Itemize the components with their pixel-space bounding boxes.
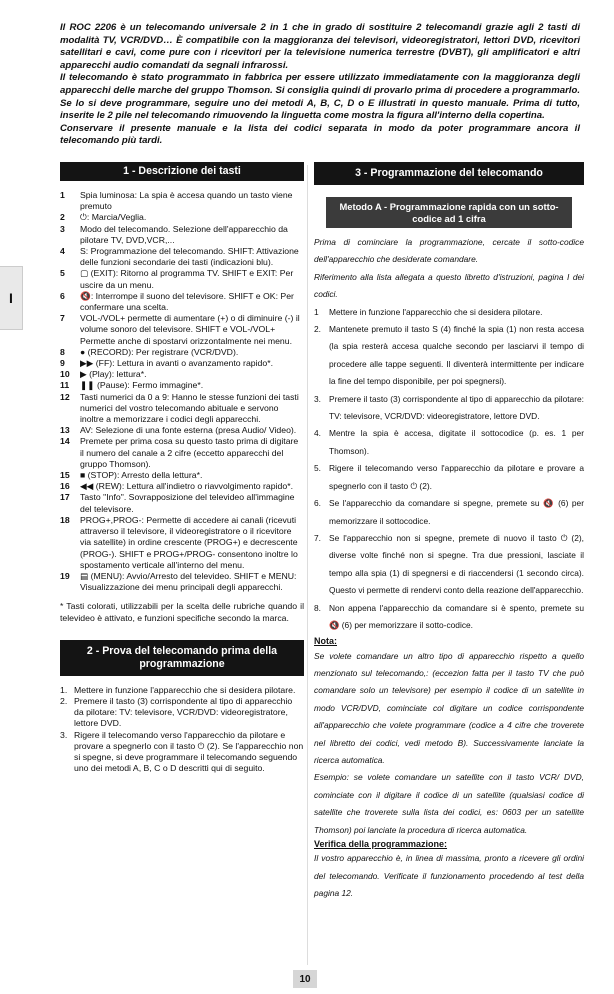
item-number: 17 xyxy=(60,492,70,503)
list-item xyxy=(60,571,304,593)
list-item xyxy=(60,492,304,514)
item-text: Non appena l'apparecchio da comandare si è spento, premete su 🔇 (6) per memorizzare il sotto-codice. xyxy=(329,602,584,630)
item-text: Mentre la spia è accesa, digitate il sottocodice (p. es. 1 per Thomson). xyxy=(329,428,584,456)
item-text: ▢ (EXIT): Ritorno al programma TV. SHIFT e EXIT: Per uscire da un menu. xyxy=(80,268,294,290)
intro-text xyxy=(60,22,580,148)
list-item xyxy=(314,495,584,530)
item-text: Rigere il telecomando verso l'apparecchio da pilotare e provare a spegnerlo con il tasto ⏻ (2). Se l'apparecchio non si spegne, si deve programmare il telecomando seguendo uno dei metodi A, B, C o D descritti qui di seguito. xyxy=(74,729,304,774)
list-item xyxy=(60,212,304,223)
item-number: 9 xyxy=(60,358,65,369)
item-text: Rigere il telecomando verso l'apparecchio da pilotare e provare a spegnerlo con il tasto ⏻ (2). xyxy=(329,463,584,491)
method-a-intro-1: Prima di cominciare la programmazione, cercate il sotto-codice dell'apparecchio che desiderate comandare. xyxy=(314,237,584,265)
item-text: Premere il tasto (3) corrispondente al tipo di apparecchio da pilotare: TV: televisore, VCR/DVD: videoregistratore, lettore DVD. xyxy=(329,393,584,422)
item-text: ▤ (MENU): Avvio/Arresto del televideo. SHIFT e MENU: Visualizzazione dei menu principali degli apparecchi. xyxy=(80,570,297,593)
left-column xyxy=(60,162,304,774)
item-number: 18 xyxy=(60,514,70,525)
item-text: AV: Selezione di una fonte esterna (presa Audio/ Video). xyxy=(80,425,297,436)
list-item xyxy=(60,436,304,470)
item-text: ■ (STOP): Arresto della lettura*. xyxy=(80,470,203,481)
item-number: 14 xyxy=(60,436,70,447)
right-column xyxy=(314,162,584,902)
list-item xyxy=(60,515,304,571)
item-number: 1 xyxy=(60,190,65,200)
item-text: PROG+,PROG-: Permette di accedere ai canali (ricevuti attraverso il televisore, il videoregistratore o il ricevitore via satellite) in ordine crescente (PROG+) e decrescente (PROG-). SHIFT e PROG+/PROG- consentono inoltre lo spostamento verticale all'interno del menu. xyxy=(80,514,298,570)
item-text: Modo del telecomando. Selezione dell'apparecchio da pilotare TV, DVD,VCR,... xyxy=(80,223,288,245)
item-number: 19 xyxy=(60,570,70,581)
item-number: 6. xyxy=(314,498,321,509)
item-text: ● (RECORD): Per registrare (VCR/DVD). xyxy=(80,346,239,357)
item-text: Mettere in funzione l'apparecchio che si desidera pilotare. xyxy=(74,684,296,695)
item-text: ▶ (Play): lettura*. xyxy=(80,369,147,380)
list-item xyxy=(60,470,304,481)
note-paragraph-2: Esempio: se volete comandare un satellite con il tasto VCR/ DVD, cominciate con il digitare il codice di un satellite (qualsiasi codice di satellite che troverete sulla lista dei codici, es: 0603 per un satellite Thomson) poi lanciate la procedura di ricerca automatica. xyxy=(314,772,584,835)
section3-title: 3 - Programmazione del telecomando xyxy=(314,162,584,185)
item-number: 2 xyxy=(60,212,65,223)
method-a-intro-2: Riferimento alla lista allegata a questo libretto d'istruzioni, pagina I dei codici. xyxy=(314,271,584,300)
list-item xyxy=(314,304,584,321)
list-item xyxy=(60,358,304,369)
item-number: 1. xyxy=(60,684,68,695)
note-heading: Nota: xyxy=(314,636,337,647)
intro-paragraph-3: Conservare il presente manuale e la lista dei codici separata in modo da poter programmare ancora il telecomando più tardi. xyxy=(60,122,580,147)
item-number: 5 xyxy=(60,268,65,279)
item-text: Premete per prima cosa su questo tasto prima di digitare il numero del canale a 2 cifre (eccetto apparecchi del gruppo Thomson). xyxy=(80,436,299,469)
item-text: 🔇: Interrompe il suono del televisore. SHIFT e OK: Per confermare una scelta. xyxy=(80,290,294,313)
list-item xyxy=(314,460,584,495)
item-number: 16 xyxy=(60,481,70,492)
item-text: VOL-/VOL+ permette di aumentare (+) o di diminuire (-) il volume sonoro del televisore. SHIFT e VOL-/VOL+ Permette anche di spostarvi orizzontalmente nei menu. xyxy=(80,313,300,346)
test-steps-list xyxy=(60,685,304,775)
item-number: 7 xyxy=(60,313,65,324)
language-side-tab: I xyxy=(0,266,23,330)
list-item xyxy=(314,391,584,426)
item-number: 11 xyxy=(60,380,70,391)
item-number: 8. xyxy=(314,602,321,613)
list-item xyxy=(314,530,584,600)
item-number: 3. xyxy=(314,393,321,404)
item-number: 12 xyxy=(60,391,70,402)
item-number: 3 xyxy=(60,223,65,234)
list-item xyxy=(60,313,304,347)
item-number: 6 xyxy=(60,290,65,301)
section2-title: 2 - Prova del telecomando prima della programmazione xyxy=(60,640,304,676)
item-number: 1 xyxy=(314,306,319,317)
item-number: 8 xyxy=(60,346,65,357)
method-a-title: Metodo A - Programmazione rapida con un sotto-codice ad 1 cifra xyxy=(326,197,572,228)
item-text: ❚❚ (Pause): Fermo immagine*. xyxy=(80,380,204,391)
list-item xyxy=(60,369,304,380)
list-item xyxy=(60,224,304,246)
page-number: 10 xyxy=(293,970,317,988)
item-number: 2. xyxy=(60,695,68,706)
section1-title: 1 - Descrizione dei tasti xyxy=(60,162,304,181)
item-number: 4 xyxy=(60,246,65,257)
item-text: Se l'apparecchio da comandare si spegne, premete su 🔇 (6) per memorizzare il sottocodice. xyxy=(329,498,584,526)
list-item xyxy=(60,291,304,313)
item-number: 7. xyxy=(314,532,321,543)
list-item xyxy=(60,246,304,268)
list-item xyxy=(60,481,304,492)
method-a-steps-list xyxy=(314,304,584,635)
verify-heading: Verifica della programmazione: xyxy=(314,839,448,850)
item-text: Premere il tasto (3) corrispondente al tipo di apparecchio da pilotare: TV: televisore, VCR/DVD: videoregistratore, lettore DVD. xyxy=(74,695,293,729)
key-description-list xyxy=(60,190,304,593)
item-text: Tasto "Info". Sovrapposizione del televideo all'immagine del televisore. xyxy=(80,492,295,514)
list-item xyxy=(60,696,304,730)
list-item xyxy=(60,730,304,775)
item-number: 15 xyxy=(60,470,70,481)
list-item xyxy=(60,190,304,212)
column-divider xyxy=(307,165,308,965)
item-text: ◀◀ (REW): Lettura all'indietro o riavvolgimento rapido*. xyxy=(80,481,293,492)
item-number: 2. xyxy=(314,324,321,335)
item-text: ▶▶ (FF): Lettura in avanti o avanzamento rapido*. xyxy=(80,358,273,369)
item-number: 13 xyxy=(60,425,70,436)
note-paragraph-1: Se volete comandare un altro tipo di apparecchio rispetto a quello menzionato sul telecomando,: (eccezion fatta per il tasto TV che può comandare solo un televisore) per esempio il codice di un satellite in modo VCR/DVD, cominciate col digitare un codice corrispondente all'apparecchio che volete programmare (codice a 4 cifre che troverete nel libretto dei codici, vedi metodo B). Successivamente lanciate la ricerca automatica. xyxy=(314,650,584,765)
item-text: S: Programmazione del telecomando. SHIFT: Attivazione delle funzioni secondarie dei tasti (indicazioni blu). xyxy=(80,246,299,268)
intro-paragraph-2: Il telecomando è stato programmato in fabbrica per essere utilizzato immediatamente con la maggioranza degli apparecchi delle marche del gruppo Thomson. Si consiglia quindi di provarlo prima di procedere a programmarlo. Se lo si deve programmare, seguire uno dei metodi A, B, C, D o E illustrati in questo manuale. Prima di tutto, inserite le 2 pile nel telecomando rimuovendo la linguetta come mostra la figura all'interno della copertina. xyxy=(60,72,580,122)
item-text: Se l'apparecchio non si spegne, premete di nuovo il tasto ⏻ (2), diverse volte finché non si spegne. Tra due pressioni, lasciate il tempo alla spia (1) di spegnersi e di riaccendersi (1 secondo circa). Questo vi permette di rendervi conto della reazione dell'apparecchio. xyxy=(329,532,584,596)
list-item xyxy=(314,425,584,460)
list-item xyxy=(60,268,304,290)
item-text: Mettere in funzione l'apparecchio che si desidera pilotare. xyxy=(329,306,543,317)
list-item xyxy=(60,347,304,358)
list-item xyxy=(60,380,304,391)
list-item xyxy=(60,685,304,696)
item-text: Mantenete premuto il tasto S (4) finché la spia (1) non resta accesa (la spia resterà accesa qualche secondo per lasciarvi il tempo di procedere alle tappe seguenti. Il diventerà intermittente per indicare la fine del tempo disponibile, per poi spegnersi). xyxy=(329,324,584,387)
item-number: 4. xyxy=(314,428,321,439)
item-text: Tasti numerici da 0 a 9: Hanno le stesse funzioni dei tasti numerici del vostro telecomando abituale e servono inoltre a memorizzare i codici degli apparecchi. xyxy=(80,391,299,425)
item-text: Spia luminosa: La spia è accesa quando un tasto viene premuto xyxy=(80,190,293,212)
colored-keys-note: * Tasti colorati, utilizzabili per la scelta delle rubriche quando il televideo è attivato, e funzioni specifiche secondo la marca. xyxy=(60,601,304,623)
list-item xyxy=(60,392,304,426)
list-item xyxy=(314,600,584,635)
intro-paragraph-1: Il ROC 2206 è un telecomando universale 2 in 1 che in grado di sostituire 2 telecomandi grazie agli 2 tasti di modalità TV, VCR/DVD… È compatibile con la maggioranza dei televisori, videoregistratori, lettori DVD, ricevitori satellitari e cavi, come pure con i ricevitori per la televisione numerica terrestre (DVBT), gli amplificatori e altri apparecchi audio comandati da segnali infrarossi. xyxy=(60,22,580,71)
list-item xyxy=(314,321,584,391)
item-number: 10 xyxy=(60,369,70,380)
item-number: 3. xyxy=(60,729,68,740)
verify-paragraph: Il vostro apparecchio è, in linea di massima, pronto a ricevere gli ordini del telecomando. Verificate il funzionamento procedendo al test della pagina 12. xyxy=(314,853,584,899)
item-text: ⏻: Marcia/Veglia. xyxy=(80,212,147,223)
list-item xyxy=(60,425,304,436)
item-number: 5. xyxy=(314,463,321,474)
